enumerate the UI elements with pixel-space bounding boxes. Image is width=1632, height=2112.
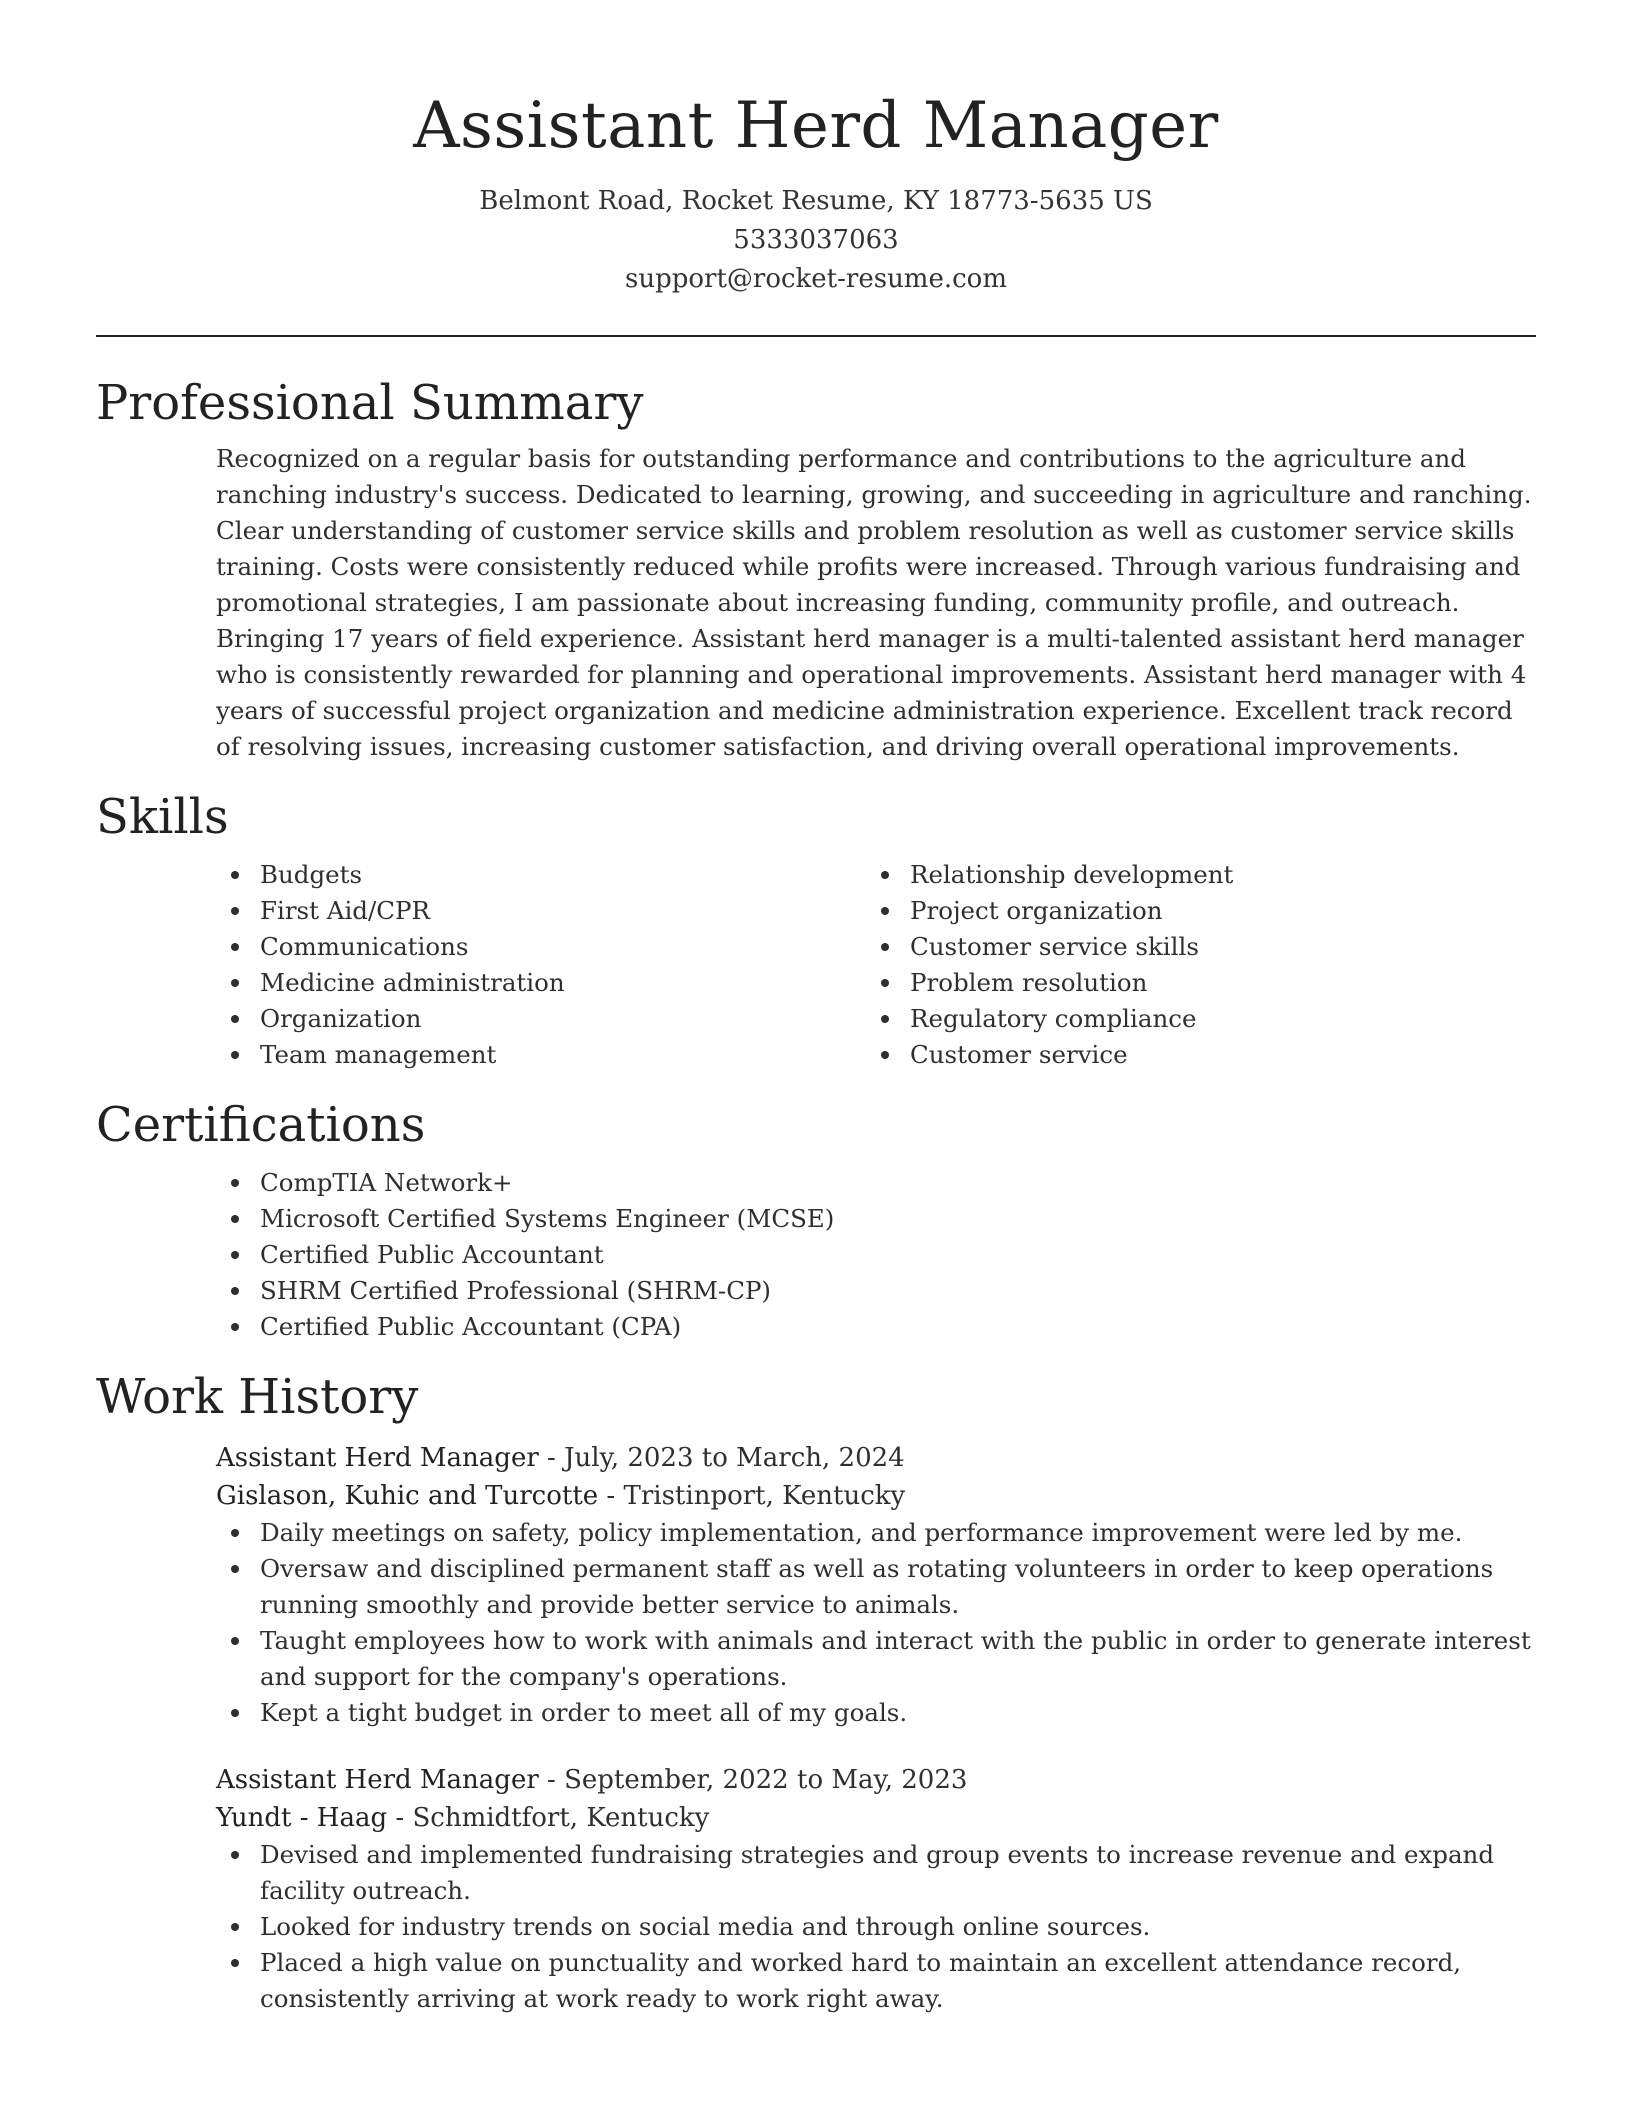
certification-item: Certified Public Accountant bbox=[216, 1237, 1536, 1273]
job-bullet: Taught employees how to work with animals and interact with the public in order to generate interest and support for the company's operations. bbox=[216, 1623, 1536, 1695]
job-title-line bbox=[216, 1439, 1536, 1477]
skill-item: Customer service skills bbox=[866, 929, 1516, 965]
job-bullet-list bbox=[216, 1837, 1536, 2017]
work-history-heading: Work History bbox=[96, 1369, 419, 1425]
certification-item: Certified Public Accountant (CPA) bbox=[216, 1309, 1536, 1345]
job-bullet: Daily meetings on safety, policy implementation, and performance improvement were led by me. bbox=[216, 1515, 1536, 1551]
job-company-line bbox=[216, 1477, 1536, 1515]
skill-item: Communications bbox=[216, 929, 866, 965]
summary-paragraph: Recognized on a regular basis for outstanding performance and contributions to the agriculture and ranching industry's success. Dedicated to learning, growing, and succeeding in agriculture and ranching. Clear understanding of customer service skills and problem resolution as well as customer service skills training. Costs were consistently reduced while profits were increased. Through various fundraising and promotional strategies, I am passionate about increasing funding, community profile, and outreach. Bringing 17 years of field experience. Assistant herd manager is a multi-talented assistant herd manager who is consistently rewarded for planning and operational improvements. Assistant herd manager with 4 years of successful project organization and medicine administration experience. Excellent track record of resolving issues, increasing customer satisfaction, and driving overall operational improvements. bbox=[216, 444, 1532, 761]
separator: - bbox=[598, 1481, 624, 1511]
skill-item: Relationship development bbox=[866, 857, 1516, 893]
summary-heading: Professional Summary bbox=[96, 375, 644, 431]
job-bullet: Placed a high value on punctuality and worked hard to maintain an excellent attendance record, consistently arriving at work ready to work right away. bbox=[216, 1945, 1536, 2017]
job-entry bbox=[216, 1439, 1536, 1731]
certification-item: Microsoft Certified Systems Engineer (MCSE) bbox=[216, 1201, 1536, 1237]
resume-page bbox=[96, 0, 1536, 2112]
separator: - bbox=[538, 1765, 565, 1795]
job-dates: September, 2022 to May, 2023 bbox=[564, 1765, 968, 1795]
job-company: Yundt - Haag bbox=[216, 1803, 388, 1833]
phone-text: 5333037063 bbox=[733, 225, 899, 255]
skill-item: Regulatory compliance bbox=[866, 1001, 1516, 1037]
certifications-heading: Certifications bbox=[96, 1097, 426, 1153]
job-bullet: Devised and implemented fundraising strategies and group events to increase revenue and expand facility outreach. bbox=[216, 1837, 1536, 1909]
job-company-line bbox=[216, 1799, 1536, 1837]
job-company: Gislason, Kuhic and Turcotte bbox=[216, 1481, 599, 1511]
job-title-line bbox=[216, 1761, 1536, 1799]
certification-item: CompTIA Network+ bbox=[216, 1165, 1536, 1201]
header-divider bbox=[96, 335, 1536, 337]
skills-heading: Skills bbox=[96, 789, 229, 845]
resume-header bbox=[96, 0, 1536, 299]
job-bullet: Oversaw and disciplined permanent staff as well as rotating volunteers in order to keep operations running smoothly and provide better service to animals. bbox=[216, 1551, 1536, 1623]
skill-item: Project organization bbox=[866, 893, 1516, 929]
skills-column-right bbox=[866, 857, 1516, 1073]
skill-item: Medicine administration bbox=[216, 965, 866, 1001]
skill-item: First Aid/CPR bbox=[216, 893, 866, 929]
skill-item: Organization bbox=[216, 1001, 866, 1037]
skill-item: Team management bbox=[216, 1037, 866, 1073]
skill-item: Problem resolution bbox=[866, 965, 1516, 1001]
page-title: Assistant Herd Manager bbox=[413, 89, 1219, 163]
job-bullet: Kept a tight budget in order to meet all of my goals. bbox=[216, 1695, 1536, 1731]
certifications-list bbox=[216, 1165, 1536, 1345]
skills-list bbox=[216, 857, 1536, 1073]
skills-column-left bbox=[216, 857, 866, 1073]
address-text: Belmont Road, Rocket Resume, KY 18773-5635 US bbox=[479, 186, 1153, 216]
skill-item: Customer service bbox=[866, 1037, 1516, 1073]
job-role: Assistant Herd Manager bbox=[216, 1765, 539, 1795]
job-entry bbox=[216, 1761, 1536, 2017]
job-bullet-list bbox=[216, 1515, 1536, 1731]
separator: - bbox=[538, 1443, 565, 1473]
contact-info bbox=[96, 182, 1536, 299]
job-dates: July, 2023 to March, 2024 bbox=[564, 1443, 905, 1473]
email-text: support@rocket-resume.com bbox=[624, 264, 1007, 294]
skill-item: Budgets bbox=[216, 857, 866, 893]
separator: - bbox=[387, 1803, 413, 1833]
job-role: Assistant Herd Manager bbox=[216, 1443, 539, 1473]
certification-item: SHRM Certified Professional (SHRM-CP) bbox=[216, 1273, 1536, 1309]
job-bullet: Looked for industry trends on social media and through online sources. bbox=[216, 1909, 1536, 1945]
job-location: Schmidtfort, Kentucky bbox=[412, 1803, 710, 1833]
job-location: Tristinport, Kentucky bbox=[623, 1481, 906, 1511]
